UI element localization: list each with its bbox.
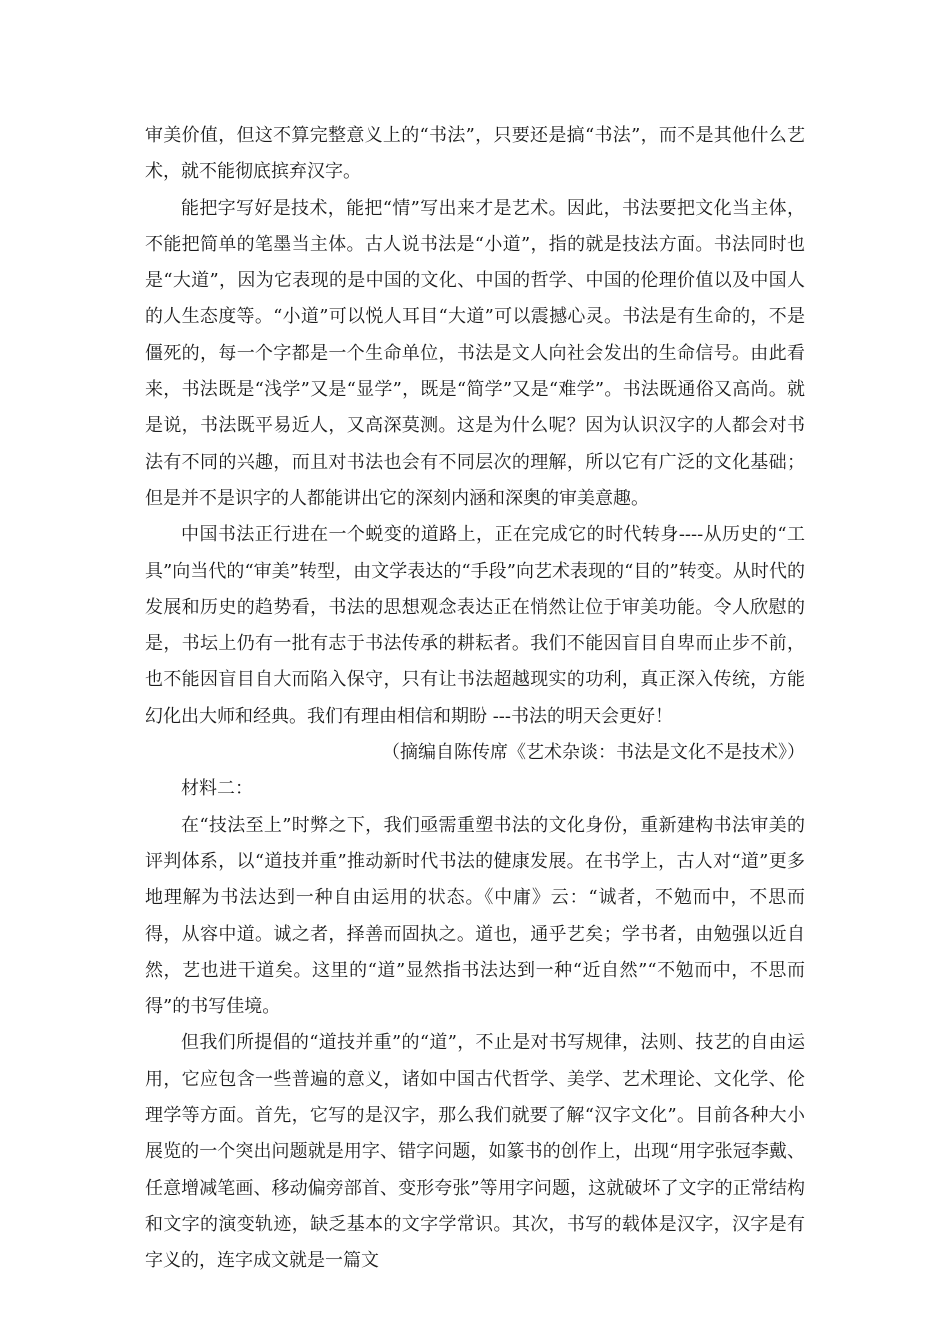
source-citation: （摘编自陈传席《艺术杂谈：书法是文化不是技术》） bbox=[382, 742, 805, 764]
document-body bbox=[145, 118, 805, 1280]
paragraph-transformation: 中国书法正行进在一个蜕变的道路上，正在完成它的时代转身----从历史的“工具”向当代的“审美”转型，由文学表达的“手段”向艺术表现的“目的”转变。从时代的发展和历史的趋势看，书法的思想观念表达正在悄然让位于审美功能。令人欣慰的是，书坛上仍有一批有志于书法传承的耕耘者。我们不能因盲目自卑而止步不前，也不能因盲目自大而陷入保守，只有让书法超越现实的功利，真正深入传统，方能幻化出大师和经典。我们有理由相信和期盼 ---书法的明天会更好！ bbox=[145, 524, 805, 727]
paragraph-continuation: 审美价值，但这不算完整意义上的“书法”，只要还是搞“书法”，而不是其他什么艺术，就不能彻底摈弃汉字。 bbox=[145, 125, 805, 183]
material-heading: 材料二： bbox=[181, 778, 253, 800]
paragraph-art-vs-technique: 能把字写好是技术，能把“情”写出来才是艺术。因此，书法要把文化当主体，不能把简单的笔墨当主体。古人说书法是“小道”，指的就是技法方面。书法同时也是“大道”，因为它表现的是中国的文化、中国的哲学、中国的伦理价值以及中国人的人生态度等。“小道”可以悦人耳目“大道”可以震撼心灵。书法是有生命的，不是僵死的，每一个字都是一个生命单位，书法是文人向社会发出的生命信号。由此看来，书法既是“浅学”又是“显学”，既是“简学”又是“难学”。书法既通俗又高尚。就是说，书法既平易近人，又高深莫测。这是为什么呢？因为认识汉字的人都会对书法有不同的兴趣，而且对书法也会有不同层次的理解，所以它有广泛的文化基础；但是并不是识字的人都能讲出它的深刻内涵和深奥的审美意趣。 bbox=[145, 197, 805, 509]
paragraph-dao-ji: 在“技法至上”时弊之下，我们亟需重塑书法的文化身份，重新建构书法审美的评判体系，以“道技并重”推动新时代书法的健康发展。在书学上，古人对“道”更多地理解为书法达到一种自由运用的状态。《中庸》云：“诚者，不勉而中，不思而得，从容中道。诚之者，择善而固执之。道也，通乎艺矣；学书者，由勉强以近自然，艺也进干道矣。这里的“道”显然指书法达到一种“近自然”“不勉而中，不思而得”的书写佳境。 bbox=[145, 814, 805, 1018]
paragraph-hanzi-culture: 但我们所提倡的“道技并重”的“道”，不止是对书写规律，法则、技艺的自由运用，它应包含一些普遍的意义，诸如中国古代哲学、美学、艺术理论、文化学、伦理学等方面。首先，它写的是汉字，那么我们就要了解“汉字文化”。目前各种大小展览的一个突出问题就是用字、错字问题，如篆书的创作上，出现“用字张冠李戴、任意增减笔画、移动偏旁部首、变形夸张”等用字问题，这就破坏了文字的正常结构和文字的演变轨迹，缺乏基本的文字学常识。其次，书写的载体是汉字，汉字是有字义的，连字成文就是一篇文 bbox=[145, 1032, 805, 1272]
